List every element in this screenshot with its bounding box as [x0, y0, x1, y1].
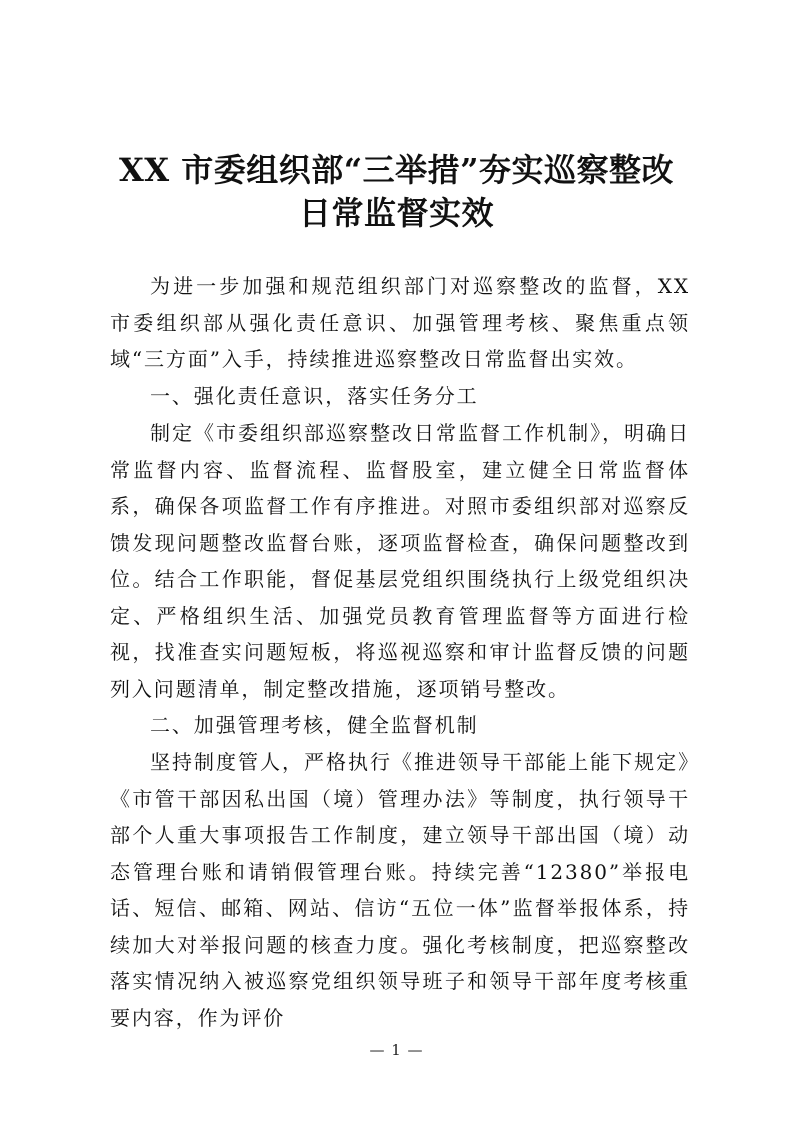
section-heading-1: 一、强化责任意识，落实任务分工: [150, 384, 479, 408]
section-2-paragraph: 坚持制度管人，严格执行《推进领导干部能上能下规定》《市管干部因私出国（境）管理办法》等制度，执行领导干部个人重大事项报告工作制度，建立领导干部出国（境）动态管理台账和请销假管理台账。持续完善“12380”举报电话、短信、邮箱、网站、信访“五位一体”监督举报体系，持续加大对举报问题的核查力度。强化考核制度，把巡察整改落实情况纳入被巡察党组织领导班子和领导干部年度考核重要内容，作为评价: [110, 750, 690, 1030]
section-heading-2: 二、加强管理考核，健全监督机制: [150, 713, 479, 737]
page-number: — 1 —: [369, 1041, 424, 1059]
intro-paragraph: 为进一步加强和规范组织部门对巡察整改的监督，XX 市委组织部从强化责任意识、加强管理考核、聚焦重点领域“三方面”入手，持续推进巡察整改日常监督出实效。: [110, 274, 690, 371]
document-title-line-2: 日常监督实效: [298, 194, 494, 232]
document-title-line-1: XX 市委组织部“三举措”夯实巡察整改: [118, 151, 675, 189]
section-1-paragraph: 制定《市委组织部巡察整改日常监督工作机制》，明确日常监督内容、监督流程、监督股室，建立健全日常监督体系，确保各项监督工作有序推进。对照市委组织部对巡察反馈发现问题整改监督台账，逐项监督检查，确保问题整改到位。结合工作职能，督促基层党组织围绕执行上级党组织决定、严格组织生活、加强党员教育管理监督等方面进行检视，找准查实问题短板，将巡视巡察和审计监督反馈的问题列入问题清单，制定整改措施，逐项销号整改。: [110, 421, 690, 701]
